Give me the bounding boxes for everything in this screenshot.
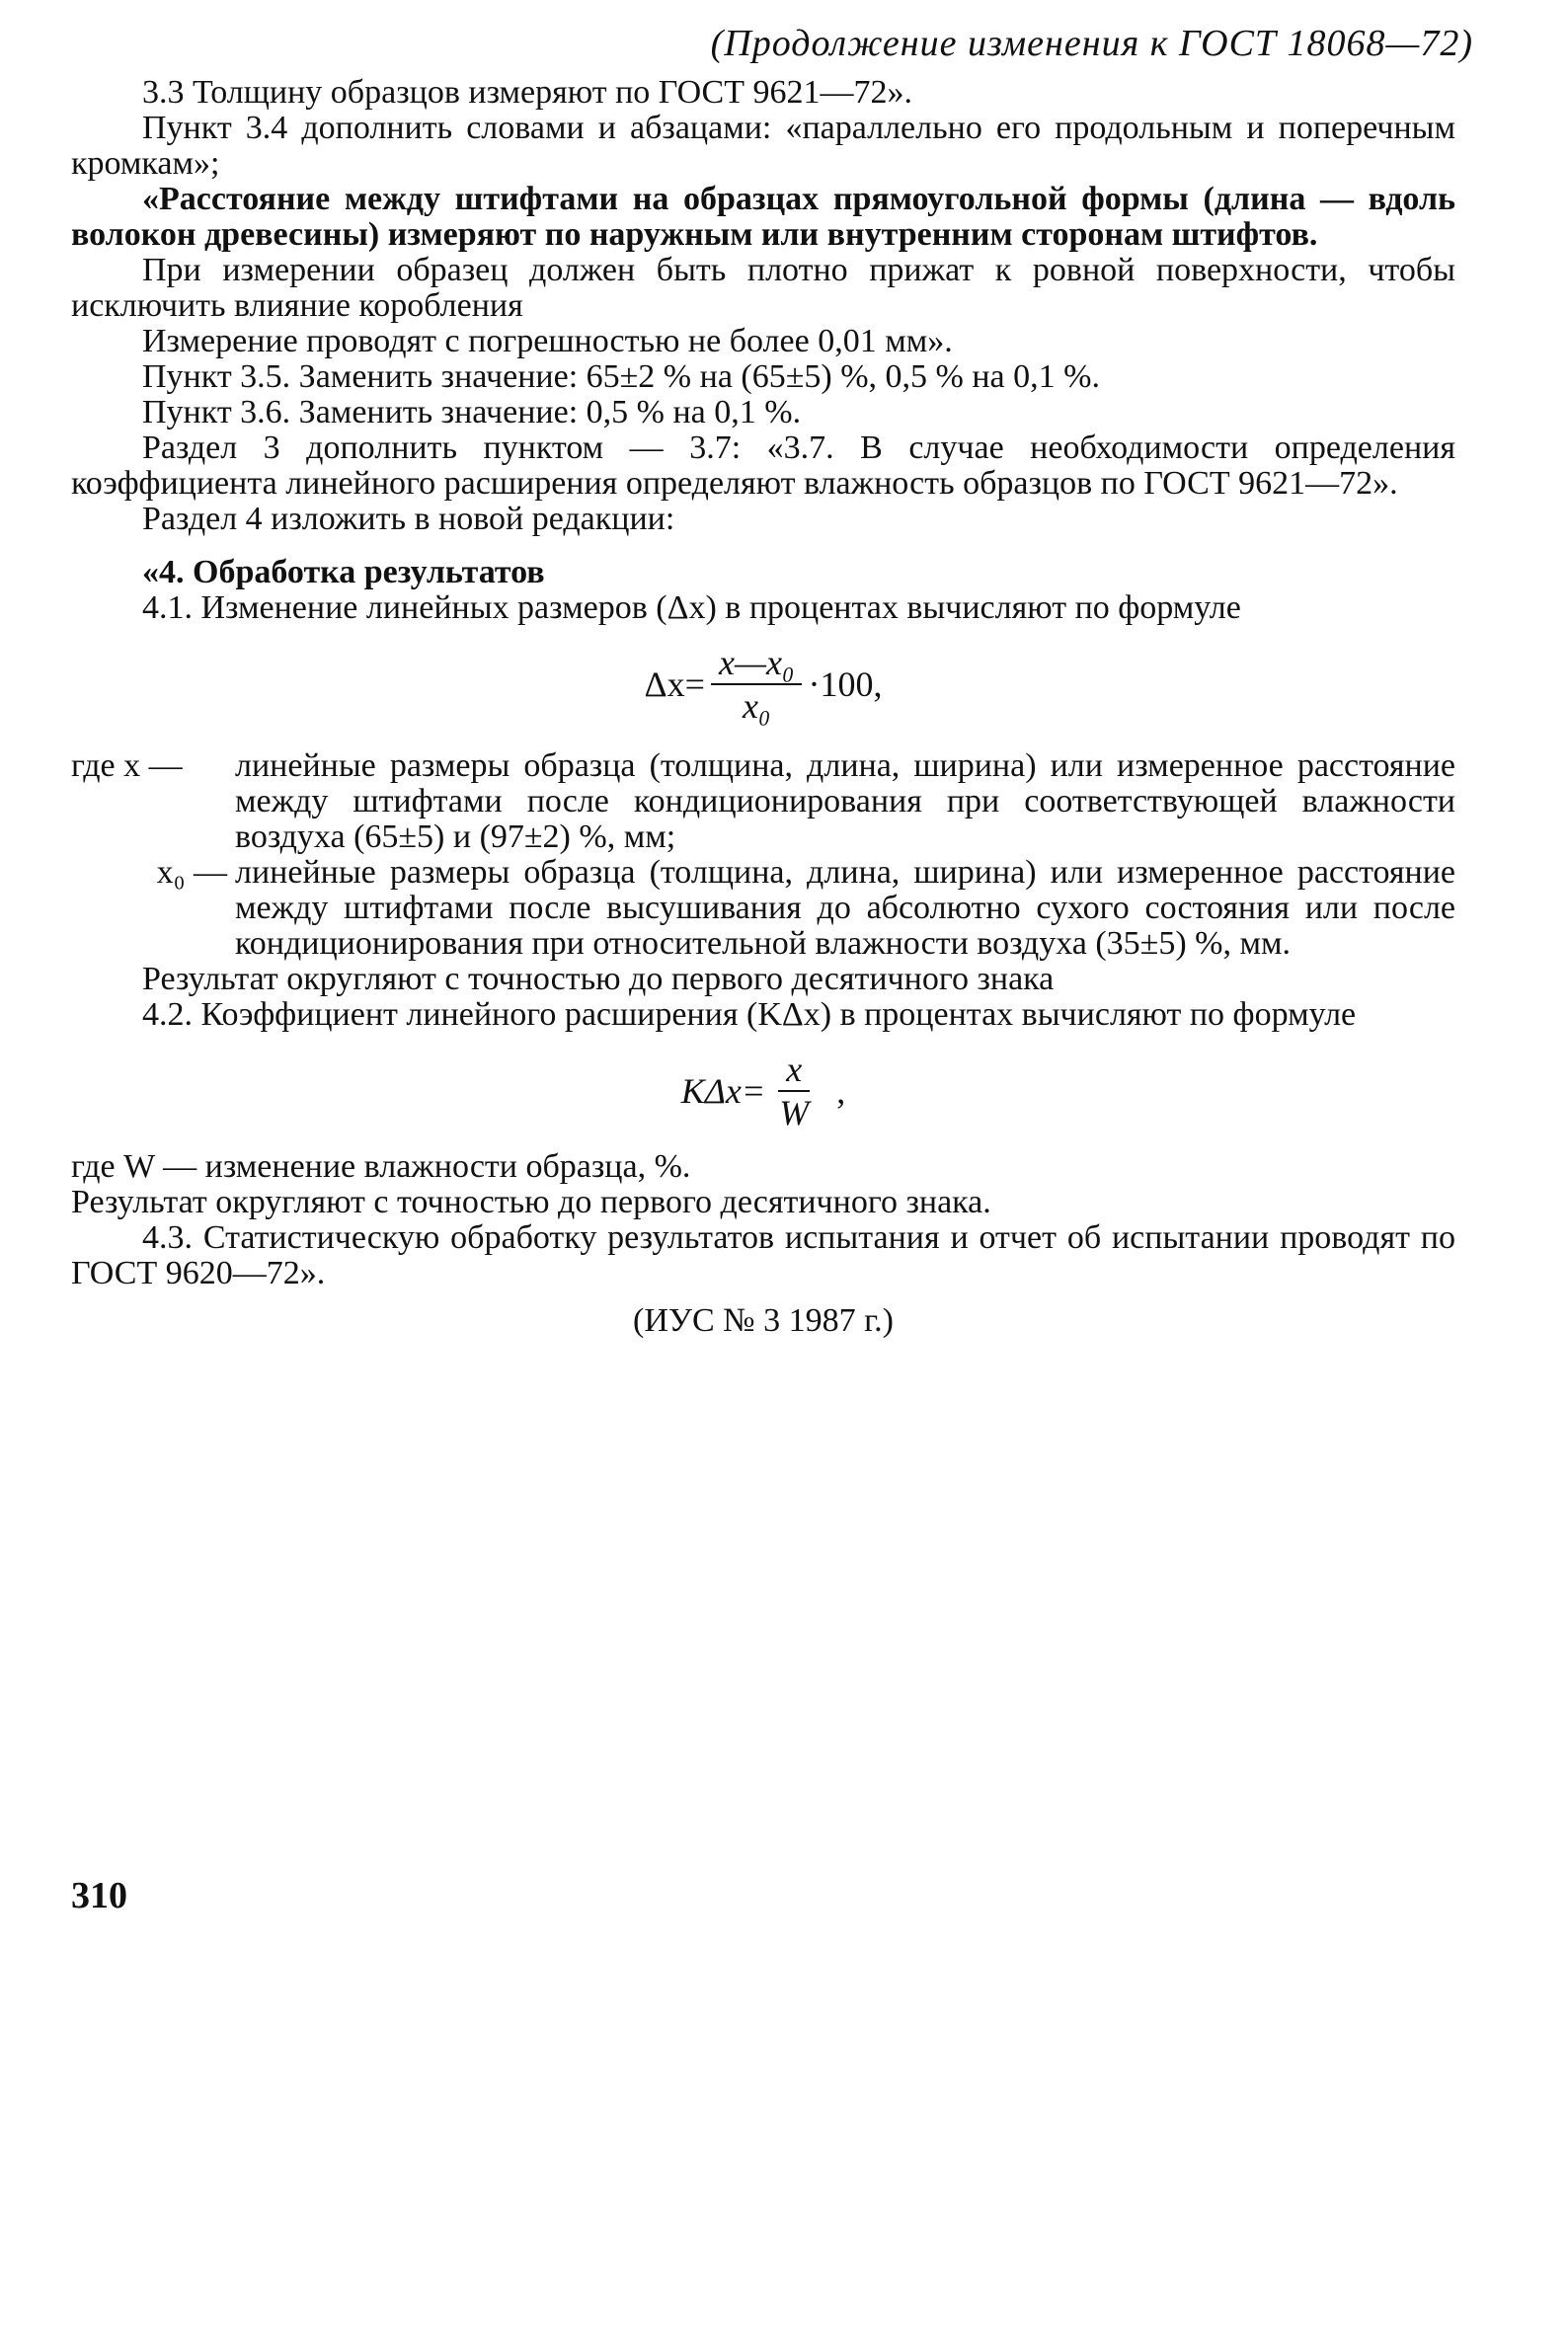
page-number: 310 xyxy=(71,1875,127,1916)
paragraph: 4.3. Статистическую обработку результатов испытания и отчет об испытании проводят по ГОСТ 9620—72». xyxy=(71,1219,1455,1291)
where-term: где x — xyxy=(71,747,183,784)
paragraph: 4.2. Коэффициент линейного расширения (KΔx) в процентах вычисляют по формуле xyxy=(142,996,1357,1033)
paragraph: Результат округляют с точностью до первого десятичного знака. xyxy=(71,1184,991,1220)
formula-lhs: Δx= xyxy=(644,664,705,704)
formula-fraction xyxy=(711,644,802,725)
formula-numerator: x—x₀ xyxy=(711,644,802,685)
formula-denominator: W xyxy=(779,1093,810,1132)
formula-tail: , xyxy=(836,1071,846,1111)
paragraph: При измерении образец должен быть плотно прижат к ровной поверхности, чтобы исключить влияние коробления xyxy=(71,252,1455,324)
where-description: линейные размеры образца (толщина, длина, ширина) или измеренное расстояние между штифтами после кондиционирования при соответствующей влажности воздуха (65±5) и (97±2) %, мм; xyxy=(235,747,1455,855)
paragraph: 3.3 Толщину образцов измеряют по ГОСТ 9621—72». xyxy=(142,74,912,111)
paragraph: Результат округляют с точностью до первого десятичного знака xyxy=(142,961,1055,997)
formula-denominator: x₀ xyxy=(742,686,771,726)
formula-k-delta-x xyxy=(71,1033,1455,1149)
paragraph: Пункт 3.6. Заменить значение: 0,5 % на 0,1 %. xyxy=(142,394,802,430)
paragraph: 4.1. Изменение линейных размеров (Δx) в процентах вычисляют по формуле xyxy=(142,589,1241,626)
formula-tail: ·100, xyxy=(808,664,883,704)
where-row xyxy=(71,855,1455,962)
document-body xyxy=(71,75,1455,1339)
formula-numerator: x xyxy=(778,1051,810,1092)
section-title: «4. Обработка результатов xyxy=(142,554,545,590)
paragraph: Измерение проводят с погрешностью не более 0,01 мм». xyxy=(142,323,953,359)
paragraph: где W — изменение влажности образца, %. xyxy=(71,1148,691,1185)
formula-lhs: KΔx= xyxy=(680,1071,766,1111)
formula-fraction xyxy=(771,1051,817,1131)
formula-delta-x xyxy=(71,626,1455,742)
where-description: линейные размеры образца (толщина, длина, ширина) или измеренное расстояние между штифтами после высушивания до абсолютно сухого состояния или после кондиционирования при относительной влажности воздуха (35±5) %, мм. xyxy=(235,854,1455,962)
paragraph: Пункт 3.5. Заменить значение: 65±2 % на (65±5) %, 0,5 % на 0,1 %. xyxy=(142,358,1100,395)
where-block xyxy=(71,748,1455,962)
paragraph: «Расстояние между штифтами на образцах прямоугольной формы (длина — вдоль волокон древесины) измеряют по наружным или внутренним сторонам штифтов. xyxy=(71,181,1455,253)
where-term: x₀ — xyxy=(156,854,227,891)
where-row xyxy=(71,748,1455,855)
page-header: (Продолжение изменения к ГОСТ 18068—72) xyxy=(710,23,1473,64)
paragraph: Раздел 3 дополнить пунктом — 3.7: «3.7. В случае необходимости определения коэффициента линейного расширения определяют влажность образцов по ГОСТ 9621—72». xyxy=(71,429,1455,502)
reference-note: (ИУС № 3 1987 г.) xyxy=(633,1302,894,1339)
paragraph: Раздел 4 изложить в новой редакции: xyxy=(142,501,675,537)
paragraph: Пункт 3.4 дополнить словами и абзацами: «параллельно его продольным и поперечным кромкам»; xyxy=(71,110,1455,182)
